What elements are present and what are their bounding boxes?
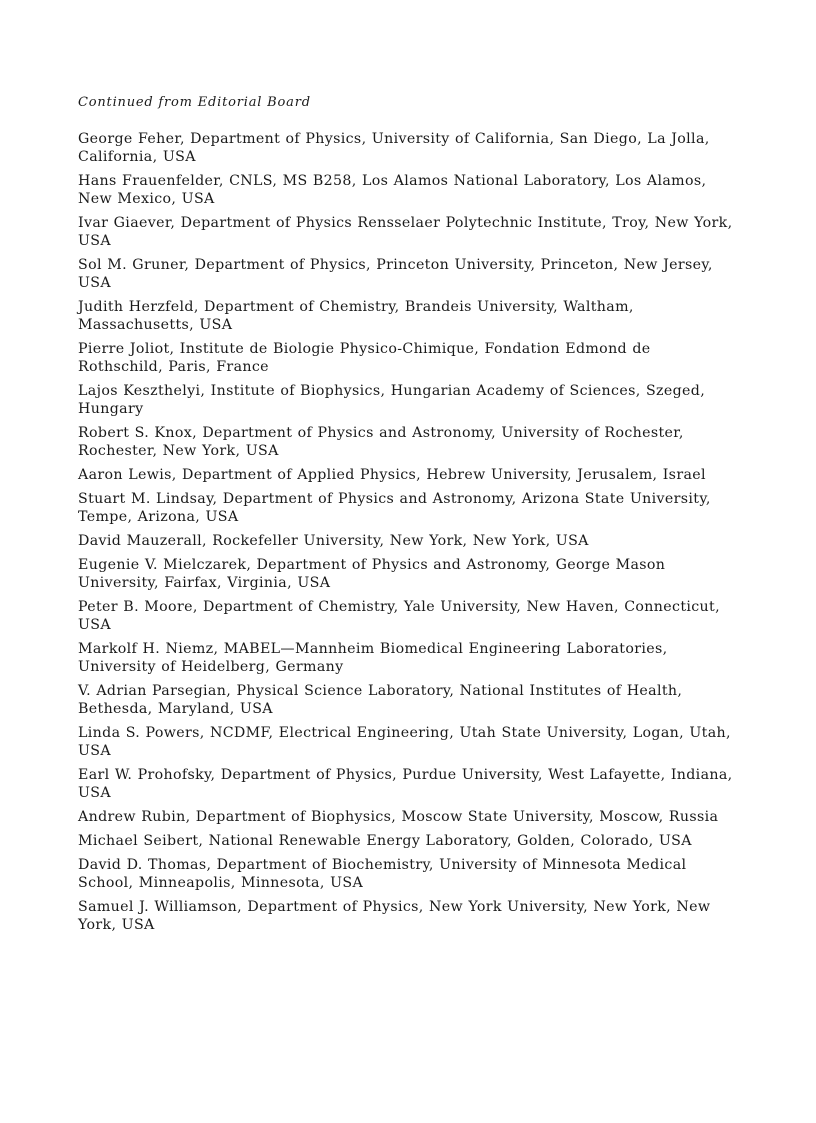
board-member-entry: Aaron Lewis, Department of Applied Physics, Hebrew University, Jerusalem, Israel <box>78 467 706 483</box>
board-member-entry: Markolf H. Niemz, MABEL—Mannheim Biomedical Engineering Laboratories, University of Heidelberg, Germany <box>78 641 668 675</box>
board-member-entry: Eugenie V. Mielczarek, Department of Physics and Astronomy, George Mason University, Fairfax, Virginia, USA <box>78 557 666 591</box>
board-member-entry: Judith Herzfeld, Department of Chemistry, Brandeis University, Waltham, Massachusetts, USA <box>78 299 634 333</box>
board-member-entry: Linda S. Powers, NCDMF, Electrical Engineering, Utah State University, Logan, Utah, USA <box>78 725 731 759</box>
editorial-board-page <box>78 94 738 940</box>
board-member-entry: Lajos Keszthelyi, Institute of Biophysics, Hungarian Academy of Sciences, Szeged, Hungary <box>78 383 706 417</box>
board-member-entry: George Feher, Department of Physics, University of California, San Diego, La Jolla, California, USA <box>78 131 710 165</box>
page-heading: Continued from Editorial Board <box>78 95 311 110</box>
board-member-entry: V. Adrian Parsegian, Physical Science Laboratory, National Institutes of Health, Bethesda, Maryland, USA <box>78 683 683 717</box>
board-member-entry: Samuel J. Williamson, Department of Physics, New York University, New York, New York, USA <box>78 899 711 933</box>
board-member-entry: Hans Frauenfelder, CNLS, MS B258, Los Alamos National Laboratory, Los Alamos, New Mexico, USA <box>78 173 707 207</box>
board-member-entry: Andrew Rubin, Department of Biophysics, Moscow State University, Moscow, Russia <box>78 809 719 825</box>
editorial-board-list <box>78 130 738 934</box>
board-member-entry: David Mauzerall, Rockefeller University, New York, New York, USA <box>78 533 589 549</box>
board-member-entry: Michael Seibert, National Renewable Energy Laboratory, Golden, Colorado, USA <box>78 833 692 849</box>
board-member-entry: Peter B. Moore, Department of Chemistry, Yale University, New Haven, Connecticut, USA <box>78 599 720 633</box>
board-member-entry: Robert S. Knox, Department of Physics and Astronomy, University of Rochester, Rochester, New York, USA <box>78 425 684 459</box>
board-member-entry: Earl W. Prohofsky, Department of Physics, Purdue University, West Lafayette, Indiana, USA <box>78 767 733 801</box>
board-member-entry: Pierre Joliot, Institute de Biologie Physico-Chimique, Fondation Edmond de Rothschild, Paris, France <box>78 341 651 375</box>
board-member-entry: David D. Thomas, Department of Biochemistry, University of Minnesota Medical School, Minneapolis, Minnesota, USA <box>78 857 687 891</box>
board-member-entry: Stuart M. Lindsay, Department of Physics and Astronomy, Arizona State University, Tempe, Arizona, USA <box>78 491 711 525</box>
board-member-entry: Ivar Giaever, Department of Physics Rensselaer Polytechnic Institute, Troy, New York, USA <box>78 215 733 249</box>
board-member-entry: Sol M. Gruner, Department of Physics, Princeton University, Princeton, New Jersey, USA <box>78 257 713 291</box>
